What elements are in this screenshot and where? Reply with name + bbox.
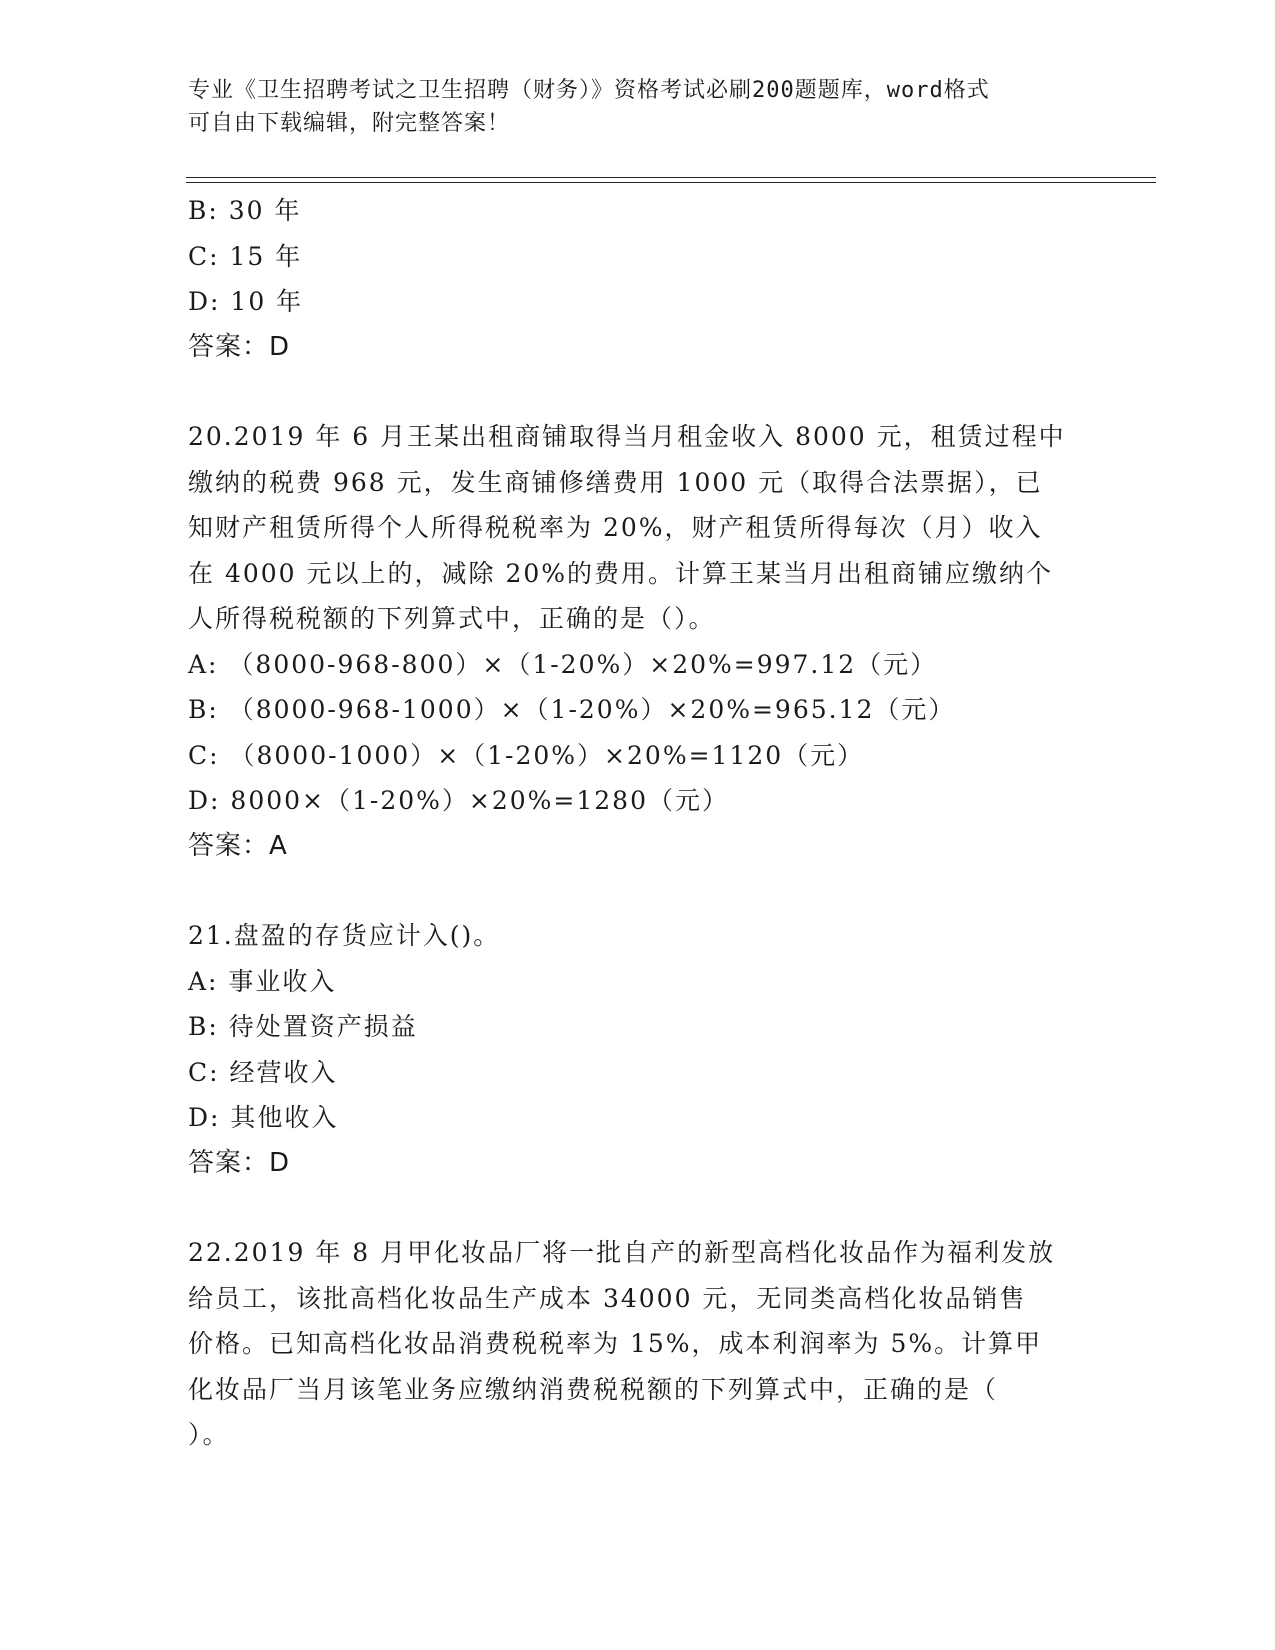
option-c: C: 15 年 <box>188 241 303 271</box>
option-a: A: （8000-968-800）×（1-20%）×20%=997.12（元） <box>188 649 938 679</box>
question-stem-line: 人所得税税额的下列算式中，正确的是（）。 <box>188 604 716 633</box>
header-divider-bottom <box>186 182 1156 183</box>
spacer <box>188 370 1088 414</box>
question-stem-line: 给员工，该批高档化妆品生产成本 34000 元，无同类高档化妆品销售 <box>188 1283 1027 1313</box>
spacer <box>188 869 1088 913</box>
option-b: B: 30 年 <box>188 196 302 225</box>
option-b: B: 待处置资产损益 <box>188 1012 418 1041</box>
answer: 答案：A <box>188 830 288 861</box>
document-body <box>188 188 1088 1458</box>
question-19-tail <box>188 188 1088 370</box>
question-stem-line: 知财产租赁所得个人所得税税率为 20%，财产租赁所得每次（月）收入 <box>188 513 1043 542</box>
question-stem-line: 20.2019 年 6 月王某出租商铺取得当月租金收入 8000 元，租赁过程中 <box>188 422 1066 451</box>
option-a: A: 事业收入 <box>188 966 337 996</box>
option-d: D: 其他收入 <box>188 1103 339 1132</box>
question-stem-line: ）。 <box>188 1420 230 1449</box>
option-d: D: 8000×（1-20%）×20%=1280（元） <box>188 786 729 815</box>
question-22 <box>188 1230 1088 1458</box>
question-stem-line: 价格。已知高档化妆品消费税税率为 15%，成本利润率为 5%。计算甲 <box>188 1329 1043 1358</box>
question-21 <box>188 913 1088 1186</box>
option-c: C: 经营收入 <box>188 1057 338 1087</box>
question-stem-line: 在 4000 元以上的，减除 20%的费用。计算王某当月出租商铺应缴纳个 <box>188 558 1054 588</box>
header-divider-top <box>186 177 1156 178</box>
question-stem-line: 化妆品厂当月该笔业务应缴纳消费税税额的下列算式中，正确的是（ <box>188 1374 999 1404</box>
document-header <box>188 74 1088 140</box>
option-c: C: （8000-1000）×（1-20%）×20%=1120（元） <box>188 740 865 770</box>
question-stem: 21.盘盈的存货应计入()。 <box>188 921 501 950</box>
option-d: D: 10 年 <box>188 287 304 316</box>
question-stem-line: 缴纳的税费 968 元，发生商铺修缮费用 1000 元（取得合法票据），已 <box>188 467 1043 497</box>
answer: 答案：D <box>188 1147 291 1178</box>
header-line-2: 可自由下载编辑，附完整答案！ <box>188 111 511 136</box>
spacer <box>188 1186 1088 1230</box>
header-line-1: 专业《卫生招聘考试之卫生招聘（财务）》资格考试必刷200题题库，word格式 <box>188 78 990 103</box>
option-b: B: （8000-968-1000）×（1-20%）×20%=965.12（元） <box>188 695 956 724</box>
answer: 答案：D <box>188 331 291 362</box>
question-stem-line: 22.2019 年 8 月甲化妆品厂将一批自产的新型高档化妆品作为福利发放 <box>188 1238 1056 1267</box>
question-20 <box>188 414 1088 869</box>
